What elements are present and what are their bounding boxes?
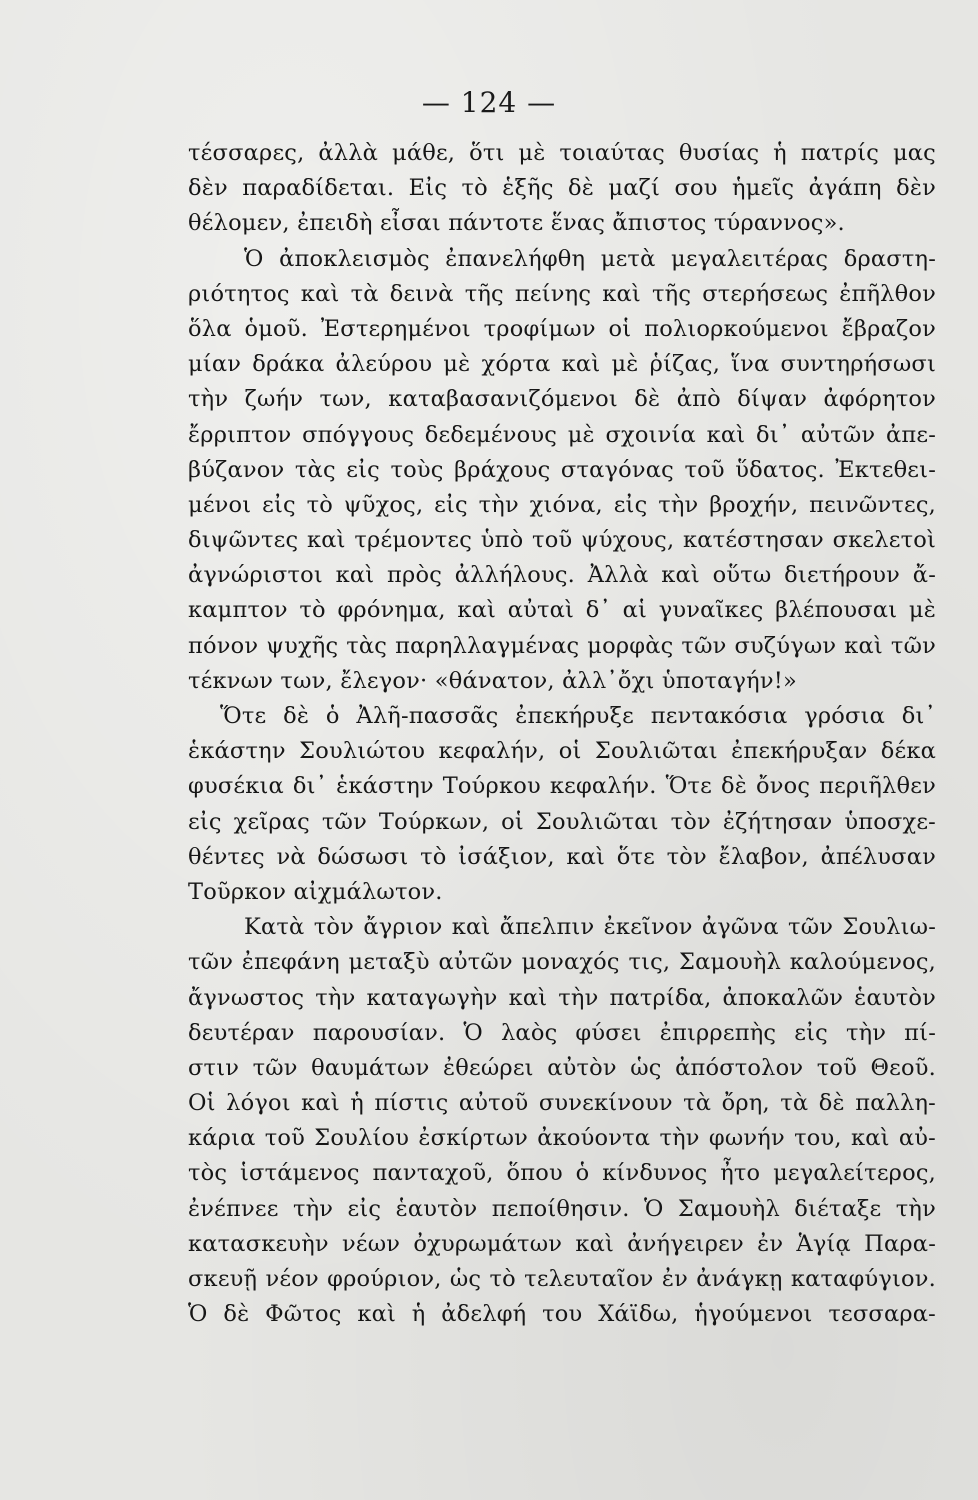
text-line: σκευῇ νέον φρούριον, ὡς τὸ τελευταῖον ἐν ἀνάγκῃ καταφύγιον. xyxy=(188,1266,936,1292)
text-line: Οἱ λόγοι καὶ ἡ πίστις αὐτοῦ συνεκίνουν τὰ ὄρη, τὰ δὲ παλλη- xyxy=(188,1090,936,1117)
text-line: τέκνων των, ἔλεγον· «θάνατον, ἀλλ᾽ὄχι ὑποταγήν!» xyxy=(188,667,797,694)
text-line: ἀγνώριστοι καὶ πρὸς ἀλλήλους. Ἀλλὰ καὶ οὕτω διετήρουν ἄ- xyxy=(188,562,936,589)
text-line: καμπτον τὸ φρόνημα, καὶ αὐταὶ δ᾽ αἱ γυναῖκες βλέπουσαι μὲ xyxy=(188,597,936,624)
text-line: Ὁ δὲ Φῶτος καὶ ἡ ἀδελφή του Χάϊδω, ἡγούμενοι τεσσαρα- xyxy=(188,1301,936,1328)
text-line: θέντες νὰ δώσωσι τὸ ἰσάξιον, καὶ ὅτε τὸν ἔλαβον, ἀπέλυσαν xyxy=(188,843,936,870)
text-line: πόνον ψυχῆς τὰς παρηλλαγμένας μορφὰς τῶν συζύγων καὶ τῶν xyxy=(188,632,936,659)
text-line: ἔρριπτον σπόγγους δεδεμένους μὲ σχοινία καὶ δι᾽ αὐτῶν ἀπε- xyxy=(188,421,936,448)
text-line: φυσέκια δι᾽ ἑκάστην Τούρκου κεφαλήν. Ὅτε δὲ ὄνος περιῆλθεν xyxy=(188,773,936,800)
text-line: τῶν ἐπεφάνη μεταξὺ αὐτῶν μοναχός τις, Σαμουὴλ καλούμενος, xyxy=(188,949,936,976)
text-line: μένοι εἰς τὸ ψῦχος, εἰς τὴν χιόνα, εἰς τὴν βροχήν, πεινῶντες, xyxy=(188,491,936,518)
text-line: δὲν παραδίδεται. Εἰς τὸ ἑξῆς δὲ μαζί σου ἡμεῖς ἀγάπη δὲν xyxy=(188,175,936,202)
text-line: Ὁ ἀποκλεισμὸς ἐπανελήφθη μετὰ μεγαλειτέρας δραστη- xyxy=(244,245,936,272)
text-line: Τοῦρκον αἰχμάλωτον. xyxy=(188,878,443,905)
text-line: τέσσαρες, ἀλλὰ μάθε, ὅτι μὲ τοιαύτας θυσίας ἡ πατρίς μας xyxy=(188,140,936,166)
text-line: τὸς ἱστάμενος πανταχοῦ, ὅπου ὁ κίνδυνος ἦτο μεγαλείτερος, xyxy=(188,1160,936,1187)
text-line: μίαν δράκα ἀλεύρου μὲ χόρτα καὶ μὲ ῥίζας, ἵνα συντηρήσωσι xyxy=(188,351,936,378)
text-line: εἰς χεῖρας τῶν Τούρκων, οἱ Σουλιῶται τὸν ἐζήτησαν ὑποσχε- xyxy=(188,808,936,835)
text-line: διψῶντες καὶ τρέμοντες ὑπὸ τοῦ ψύχους, κατέστησαν σκελετοὶ xyxy=(188,527,936,554)
text-line: ἐνέπνεε τὴν εἰς ἑαυτὸν πεποίθησιν. Ὁ Σαμουὴλ διέταξε τὴν xyxy=(188,1195,936,1222)
text-line: στιν τῶν θαυμάτων ἐθεώρει αὐτὸν ὡς ἀπόστολον τοῦ Θεοῦ. xyxy=(188,1054,936,1081)
text-line: τὴν ζωήν των, καταβασανιζόμενοι δὲ ἀπὸ δίψαν ἀφόρητον xyxy=(188,386,936,413)
text-line: Ὅτε δὲ ὁ Ἀλῆ-πασσᾶς ἐπεκήρυξε πεντακόσια γρόσια δι᾽ xyxy=(220,703,936,729)
body-text xyxy=(188,136,936,1332)
text-line: βύζανον τὰς εἰς τοὺς βράχους σταγόνας τοῦ ὕδατος. Ἐκτεθει- xyxy=(188,456,936,483)
page-number: — 124 — xyxy=(421,86,557,119)
text-line: ἑκάστην Σουλιώτου κεφαλήν, οἱ Σουλιῶται ἐπεκήρυξαν δέκα xyxy=(188,738,936,765)
text-line: ριότητος καὶ τὰ δεινὰ τῆς πείνης καὶ τῆς στερήσεως ἐπῆλθον xyxy=(188,280,936,307)
text-line: κατασκευὴν νέων ὀχυρωμάτων καὶ ἀνήγειρεν ἐν Ἁγίᾳ Παρα- xyxy=(188,1230,936,1257)
text-line: ὅλα ὁμοῦ. Ἐστερημένοι τροφίμων οἱ πολιορκούμενοι ἔβραζον xyxy=(188,315,936,342)
text-line: κάρια τοῦ Σουλίου ἐσκίρτων ἀκούοντα τὴν φωνήν του, καὶ αὐ- xyxy=(188,1125,936,1152)
text-line: δευτέραν παρουσίαν. Ὁ λαὸς φύσει ἐπιρρεπὴς εἰς τὴν πί- xyxy=(188,1019,936,1046)
text-line: Κατὰ τὸν ἄγριον καὶ ἄπελπιν ἐκεῖνον ἀγῶνα τῶν Σουλιω- xyxy=(244,914,936,941)
text-line: ἄγνωστος τὴν καταγωγὴν καὶ τὴν πατρίδα, ἀποκαλῶν ἑαυτὸν xyxy=(188,984,936,1011)
text-line: θέλομεν, ἐπειδὴ εἶσαι πάντοτε ἕνας ἄπιστος τύραννος». xyxy=(188,210,845,237)
